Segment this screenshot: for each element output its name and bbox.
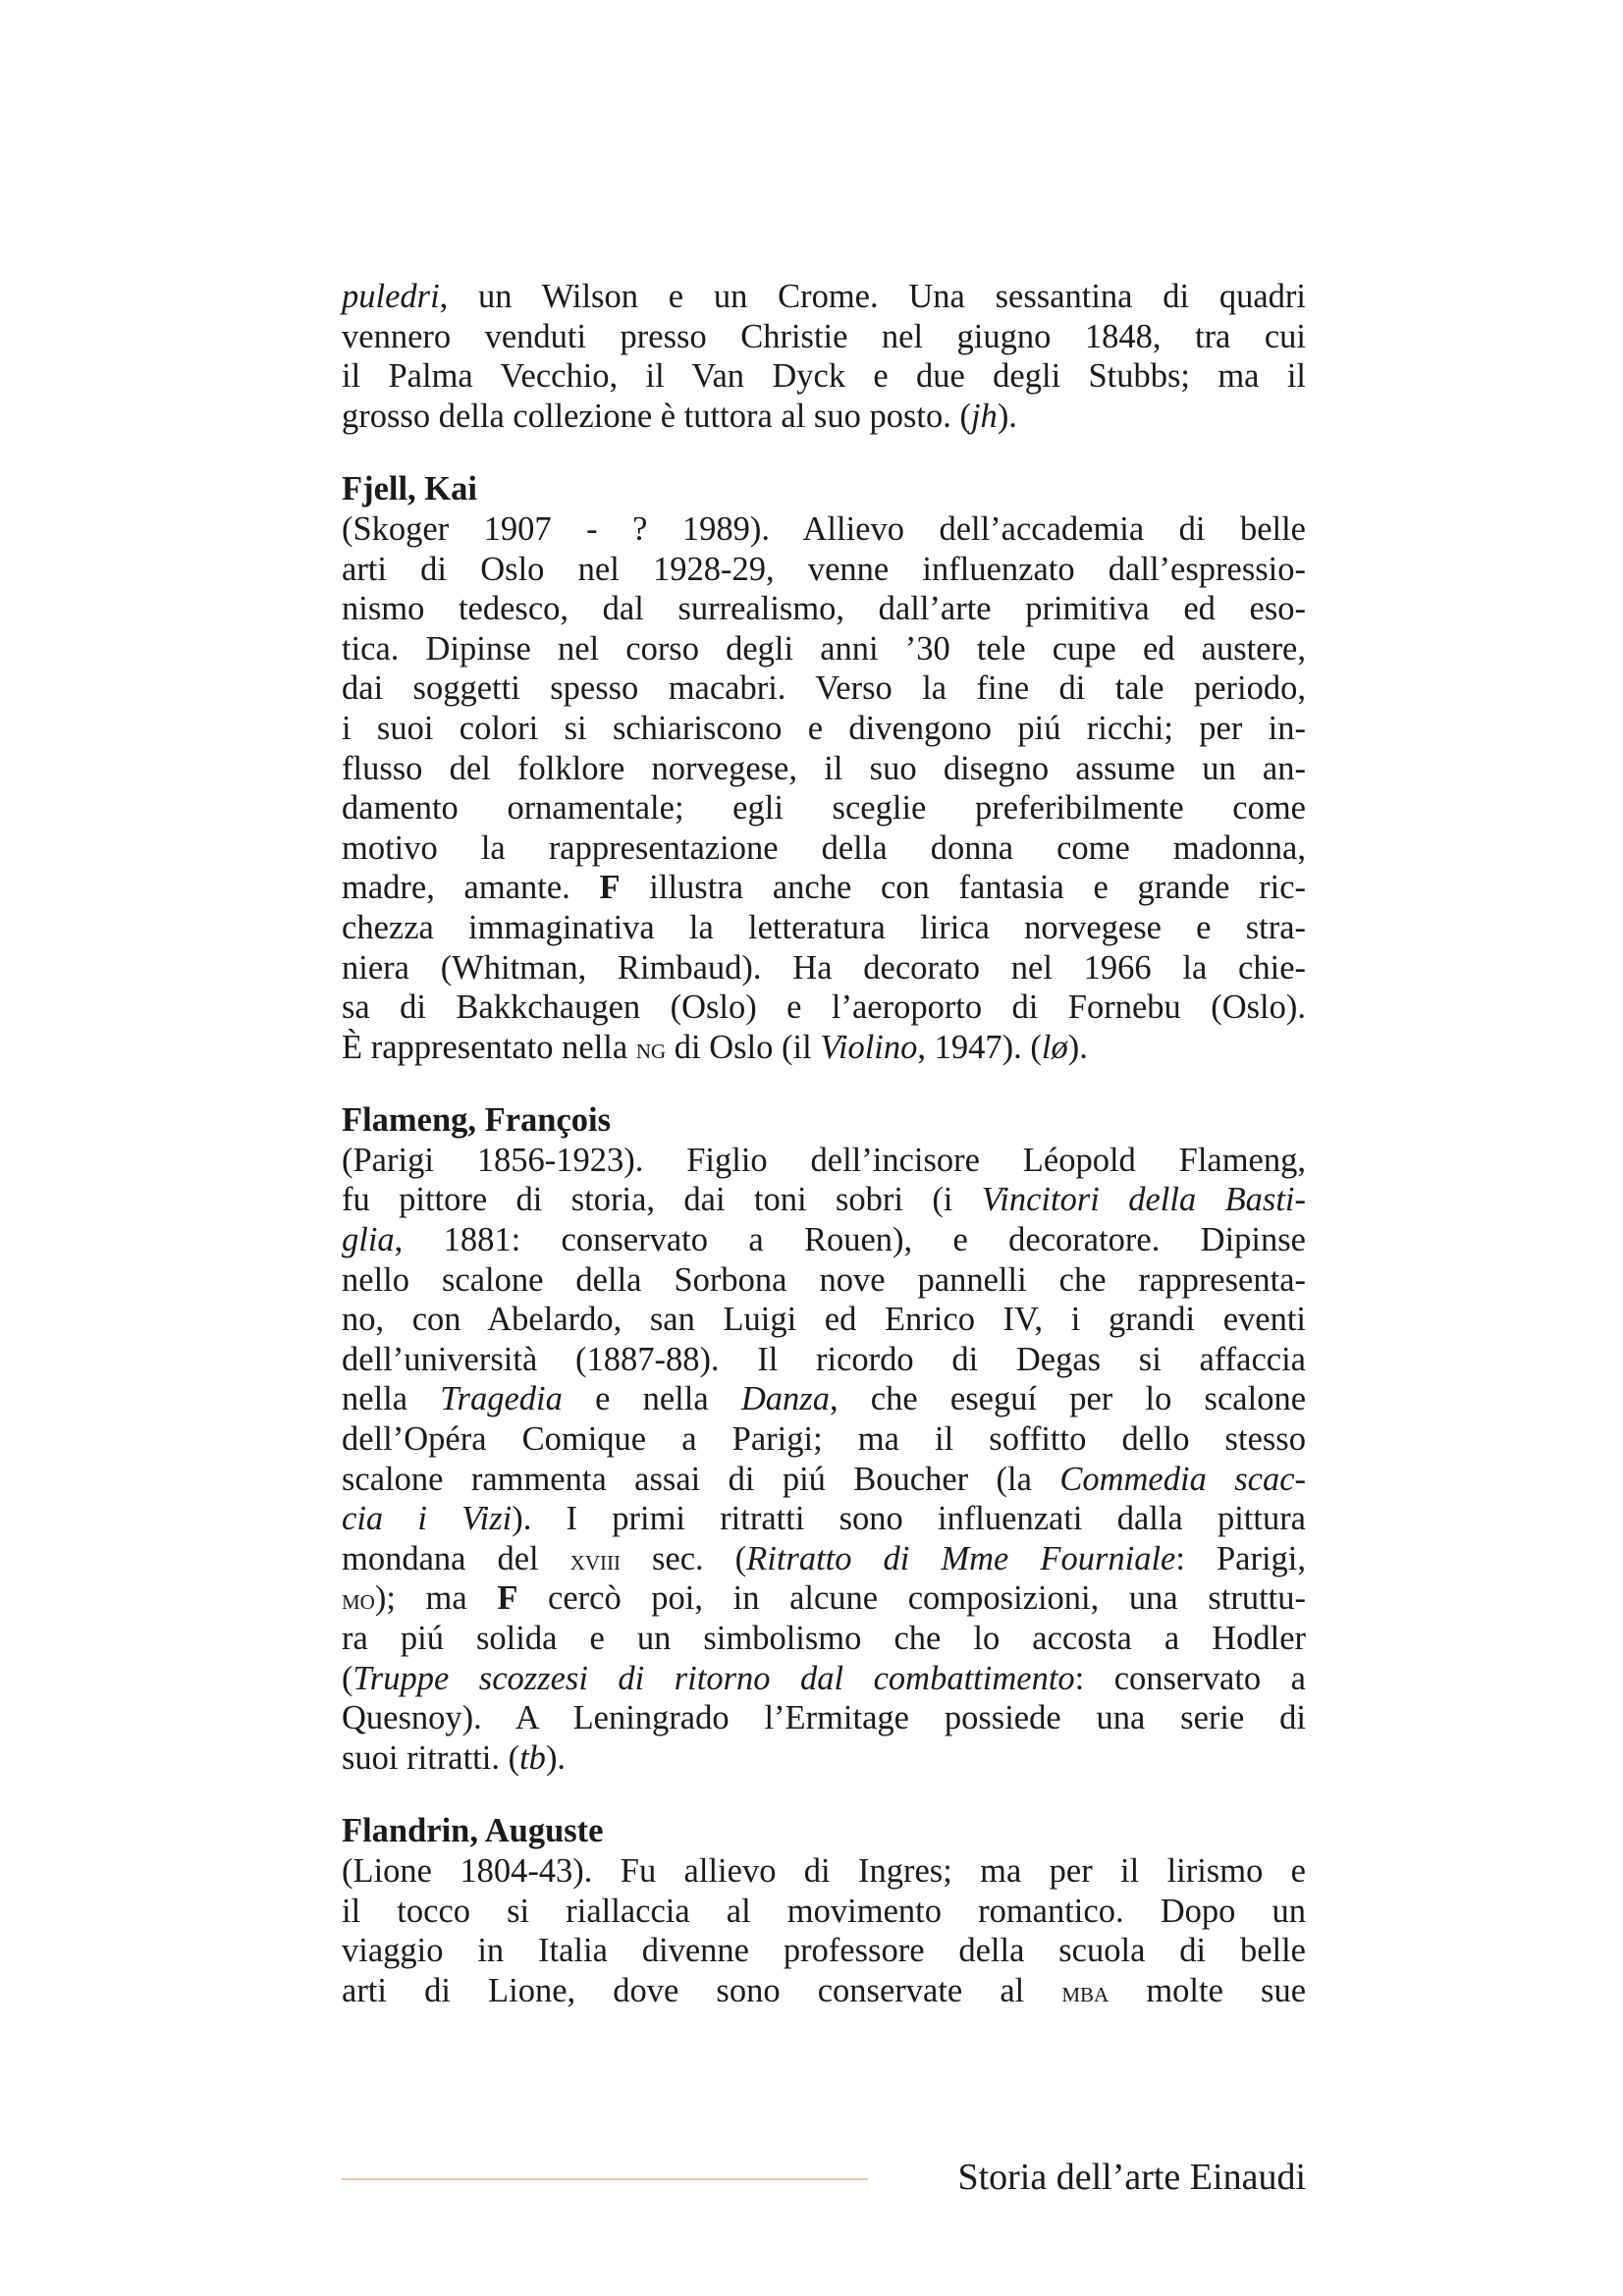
entry-line: arti di Lione, dove sono conservate al mba molte sue [342,1971,1307,2009]
entry-line: mondana del xviii sec. (Ritratto di Mme Fourniale: Parigi, [342,1539,1306,1577]
entry-line: scalone rammenta assai di piú Boucher (la Commedia scac- [342,1460,1306,1498]
entry-line: suoi ritratti. (tb). [342,1738,567,1777]
text-column [342,277,1306,2010]
entry-line: no, con Abelardo, san Luigi ed Enrico IV, i grandi eventi [342,1301,1306,1339]
entry-line: tica. Dipinse nel corso degli anni ’30 tele cupe ed austere, [342,629,1306,667]
entry-heading: Flameng, François [342,1101,612,1140]
entry-line: fu pittore di storia, dai toni sobri (i Vincitori della Basti- [342,1181,1306,1219]
entry-line: mo); ma F cercò poi, in alcune composizioni, una struttu- [342,1579,1306,1618]
entry-line: arti di Oslo nel 1928-29, venne influenzato dall’espressio- [342,550,1306,588]
entry-line: dell’università (1887-88). Il ricordo di Degas si affaccia [342,1340,1306,1378]
entry-line: sa di Bakkchaugen (Oslo) e l’aeroporto di Fornebu (Oslo). [342,988,1306,1027]
entry-line: nello scalone della Sorbona nove pannelli che rappresenta- [342,1260,1306,1299]
entry-line: il tocco si riallaccia al movimento romantico. Dopo un [342,1892,1306,1930]
intro-line-1: puledri, un Wilson e un Crome. Una sessantina di quadri [342,278,1306,315]
entry-line: flusso del folklore norvegese, il suo disegno assume un an- [342,749,1306,787]
entry-line: (Skoger 1907 - ? 1989). Allievo dell’accademia di belle [342,509,1306,548]
entry-line: nella Tragedia e nella Danza, che eseguí per lo scalone [342,1380,1307,1418]
entry-line: niera (Whitman, Rimbaud). Ha decorato nel 1966 la chie- [342,948,1306,987]
entry-heading: Fjell, Kai [342,470,477,508]
entry-line: dell’Opéra Comique a Parigi; ma il soffitto dello stesso [342,1420,1306,1459]
entry-line: damento ornamentale; egli sceglie preferibilmente come [342,789,1306,828]
entry-line: motivo la rappresentazione della donna come madonna, [342,828,1306,867]
entry-line: viaggio in Italia divenne professore della scuola di belle [342,1932,1306,1970]
entry-line: (Truppe scozzesi di ritorno dal combattimento: conservato a [342,1659,1306,1697]
entry-line: dai soggetti spesso macabri. Verso la fine di tale periodo, [342,669,1306,708]
entry-line: È rappresentato nella ng di Oslo (il Violino, 1947). (lø). [342,1028,1088,1066]
intro-line-2: vennero venduti presso Christie nel giugno 1848, tra cui [342,317,1306,355]
author-signature: jh [970,397,998,435]
entry-line: madre, amante. F illustra anche con fantasia e grande ric- [342,869,1306,907]
entry-line: glia, 1881: conservato a Rouen), e decoratore. Dipinse [342,1221,1306,1259]
author-signature: lø [1041,1028,1068,1066]
entry-line: Quesnoy). A Leningrado l’Ermitage possiede una serie di [342,1699,1306,1737]
entry-heading: Flandrin, Auguste [342,1812,604,1850]
entry-line: nismo tedesco, dal surrealismo, dall’arte primitiva ed eso- [342,590,1306,628]
entry-line: ra piú solida e un simbolismo che lo accosta a Hodler [342,1620,1306,1657]
entry-line: (Lione 1804-43). Fu allievo di Ingres; ma per il lirismo e [342,1851,1306,1890]
footer-rule [342,2178,868,2180]
entry-line: i suoi colori si schiariscono e divengono piú ricchi; per in- [342,709,1306,747]
intro-line-4: grosso della collezione è tuttora al suo posto. (jh). [342,397,1017,435]
intro-italic: puledri [342,278,440,315]
footer-title: Storia dell’arte Einaudi [957,2157,1306,2198]
entry-line: cia i Vizi). I primi ritratti sono influenzati dalla pittura [342,1500,1306,1538]
author-signature: tb [519,1738,546,1777]
intro-line-3: il Palma Vecchio, il Van Dyck e due degli Stubbs; ma il [342,357,1306,396]
entry-line: (Parigi 1856-1923). Figlio dell’incisore Léopold Flameng, [342,1141,1306,1179]
entry-line: chezza immaginativa la letteratura lirica norvegese e stra- [342,908,1306,946]
